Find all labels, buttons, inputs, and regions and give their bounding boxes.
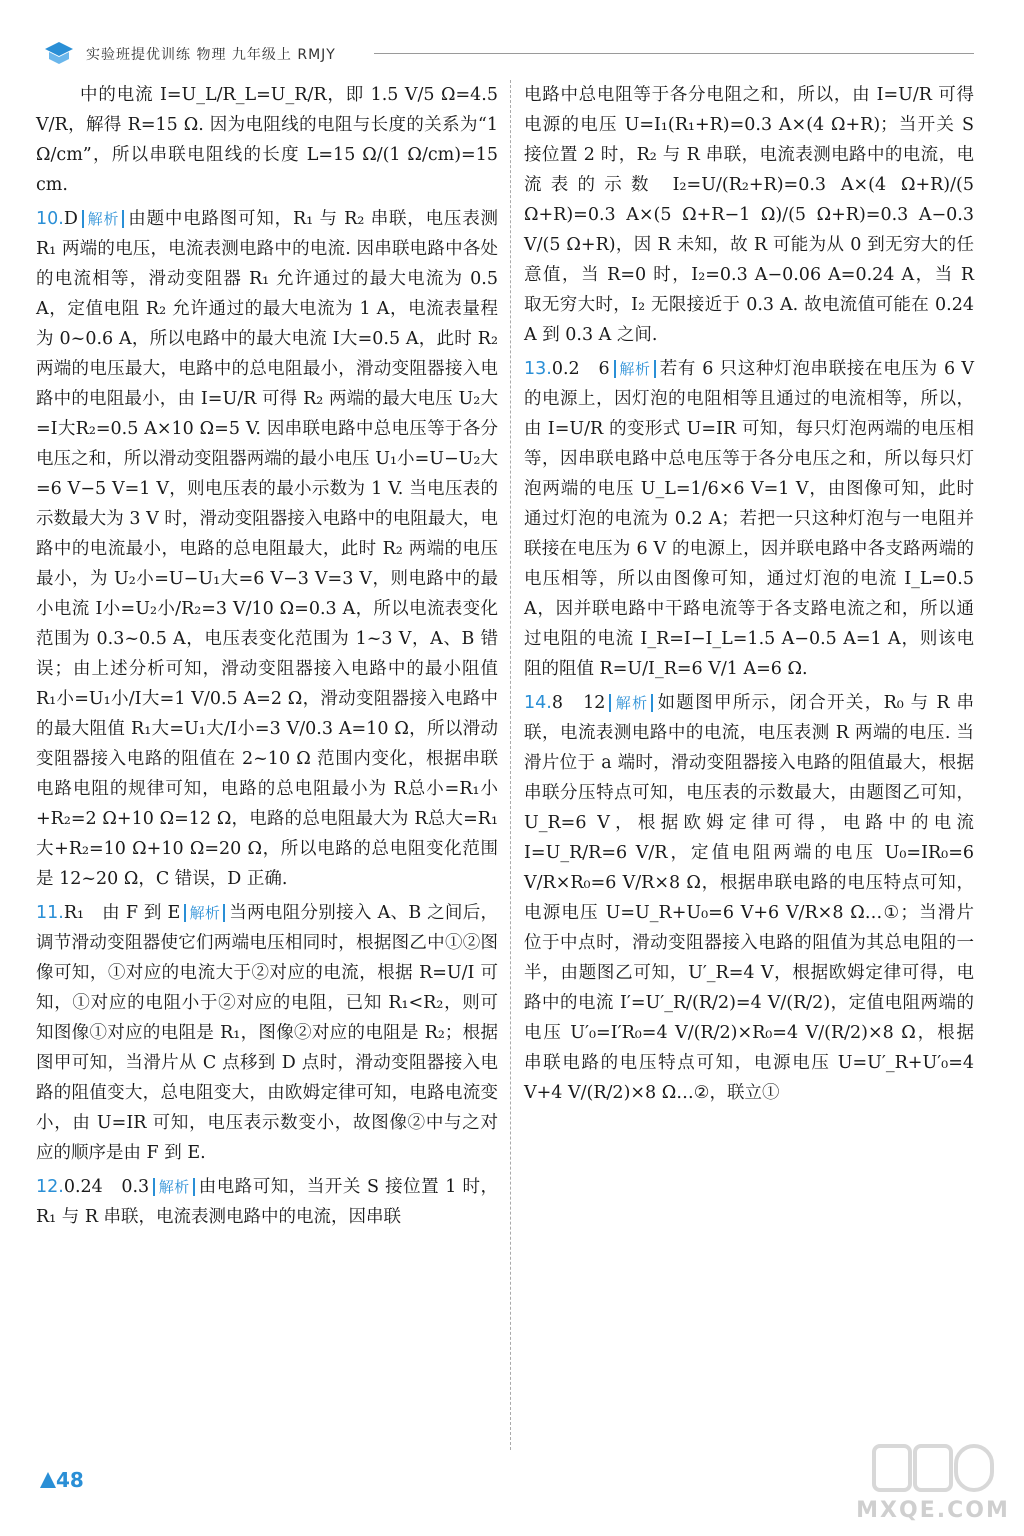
- answer-block: [524, 80, 974, 350]
- watermark-logo-icon: [870, 1440, 996, 1496]
- answer-block-13: [524, 354, 974, 684]
- question-number: 10.: [36, 209, 64, 229]
- question-number: 11.: [36, 903, 64, 923]
- right-column: [524, 80, 974, 1112]
- answer-text: 由题中电路图可知，R₁ 与 R₂ 串联，电压表测 R₁ 两端的电压，电流表测电路中的电流. 因串联电路中各处的电流相等，滑动变阻器 R₁ 允许通过的最大电流为 0.5 A，定值电阻 R₂ 允许通过的最大电流为 1 A，电流表量程为 0~0.6 A，所以电路中的最大电流 I大=0.5 A，此时 R₂ 两端的电压最大，电路中的总电阻最小，滑动变阻器接入电路中的电阻最小，由 I=U/R 可得 R₂ 两端的最大电压 U₂大=I大R₂=0.5 A×10 Ω=5 V. 因串联电路中总电压等于各分电压之和，所以滑动变阻器两端的最小电压 U₁小=U−U₂大=6 V−5 V=1 V，则电压表的最小示数为 1 V. 当电压表的示数最大为 3 V 时，滑动变阻器接入电路中的电阻最大，电路中的电流最小，电路的总电阻最大，此时 R₂ 两端的电压最小，为 U₂小=U−U₁大=6 V−3 V=3 V，则电路中的最小电流 I小=U₂小/R₂=3 V/10 Ω=0.3 A，所以电流表变化范围为 0.3~0.5 A，电压表变化范围为 1~3 V，A、B 错误；由上述分析可知，滑动变阻器接入电路中的最小阻值 R₁小=U₁小/I大=1 V/0.5 A=2 Ω，滑动变阻器接入电路中的最大阻值 R₁大=U₁大/I小=3 V/0.3 A=10 Ω，所以滑动变阻器接入电路的阻值在 2~10 Ω 范围内变化，根据串联电路电阻的规律可知，电路的总电阻最小为 R总小=R₁小+R₂=2 Ω+10 Ω=12 Ω，电路的总电阻最大为 R总大=R₁大+R₂=10 Ω+10 Ω=20 Ω，所以电路的总电阻变化范围是 12~20 Ω，C 错误，D 正确.: [36, 209, 498, 889]
- answer-block-10: [36, 204, 498, 894]
- answer-value: 0.24 0.3: [63, 1177, 150, 1197]
- answer-block-11: [36, 898, 498, 1168]
- left-column: [36, 80, 498, 1236]
- header-rule: [374, 53, 974, 54]
- page-number: [40, 1466, 100, 1496]
- answer-value: D: [63, 209, 78, 229]
- analysis-tag: 解析: [609, 694, 653, 712]
- answer-value: 8 12: [551, 693, 606, 713]
- answer-text: 由电路可知，当开关 S 接位置 1 时，R₁ 与 R 串联，电流表测电路中的电流，因串联: [36, 1177, 499, 1227]
- answer-block: [36, 80, 498, 200]
- answer-text: 电路中总电阻等于各分电阻之和，所以，由 I=U/R 可得电源的电压 U=I₁(R₁+R)=0.3 A×(4 Ω+R)；当开关 S 接位置 2 时，R₂ 与 R 串联，电流表测电路中的电流，电流表的示数 I₂=U/(R₂+R)=0.3 A×(4 Ω+R)/(5 Ω+R)=0.3 A×(5 Ω+R−1 Ω)/(5 Ω+R)=0.3 A−0.3 V/(5 Ω+R)，因 R 未知，故 R 可能为从 0 到无穷大的任意值，当 R=0 时，I₂=0.3 A−0.06 A=0.24 A，当 R 取无穷大时，I₂ 无限接近于 0.3 A. 故电流值可能在 0.24 A 到 0.3 A 之间.: [524, 85, 974, 345]
- answer-text: 当两电阻分别接入 A、B 之间后，调节滑动变阻器使它们两端电压相同时，根据图乙中①②图像可知，①对应的电流大于②对应的电流，根据 R=U/I 可知，①对应的电阻小于②对应的电阻，已知 R₁<R₂，则可知图像①对应的电阻是 R₁，图像②对应的电阻是 R₂；根据图甲可知，当滑片从 C 点移到 D 点时，滑动变阻器接入电路的阻值变大，总电阻变大，由欧姆定律可知，电路电流变小，由 U=IR 可知，电压表示数变小，故图像②中与之对应的顺序是由 F 到 E.: [36, 903, 499, 1163]
- answer-text: 如题图甲所示，闭合开关，R₀ 与 R 串联，电流表测电路中的电流，电压表测 R 两端的电压. 当滑片位于 a 端时，滑动变阻器接入电路的阻值最大，根据串联分压特点可知，电压表的示数最大，由题图乙可知，U_R=6 V，根据欧姆定律可得，电路中的电流 I=U_R/R=6 V/R，定值电阻两端的电压 U₀=IR₀=6 V/R×R₀=6 V/R×8 Ω，根据串联电路的电压特点可知，电源电压 U=U_R+U₀=6 V+6 V/R×8 Ω…①；当滑片位于中点时，滑动变阻器接入电路的阻值为其总电阻的一半，由题图乙可知，U′_R=4 V，根据欧姆定律可得，电路中的电流 I′=U′_R/(R/2)=4 V/(R/2)，定值电阻两端的电压 U′₀=I′R₀=4 V/(R/2)×R₀=4 V/(R/2)×8 Ω，根据串联电路的电压特点可知，电源电压 U=U′_R+U′₀=4 V+4 V/(R/2)×8 Ω…②，联立①: [524, 693, 974, 1103]
- answer-value: R₁ 由 F 到 E: [63, 903, 181, 923]
- header-title: 实验班提优训练 物理 九年级上 RMJY: [86, 47, 336, 63]
- question-number: 13.: [524, 359, 552, 379]
- answer-block-12: [36, 1172, 498, 1232]
- answer-block-14: [524, 688, 974, 1108]
- page-header: [44, 38, 974, 68]
- question-number: 14.: [524, 693, 552, 713]
- watermark-text: MXQE.COM: [856, 1498, 1010, 1523]
- analysis-tag: 解析: [153, 1178, 195, 1196]
- page-number-text: 48: [56, 1468, 84, 1492]
- book-logo-icon: [44, 40, 74, 66]
- analysis-tag: 解析: [82, 210, 124, 228]
- question-number: 12.: [36, 1177, 64, 1197]
- answer-value: 0.2 6: [551, 359, 610, 379]
- column-divider: [510, 80, 511, 1450]
- answer-text: 若有 6 只这种灯泡串联接在电压为 6 V 的电源上，因灯泡的电阻相等且通过的电流相等，所以，由 I=U/R 的变形式 U=IR 可知，每只灯泡两端的电压相等，因串联电路中总电压等于各分电压之和，所以每只灯泡两端的电压 U_L=1/6×6 V=1 V，由图像可知，此时通过灯泡的电流为 0.2 A；若把一只这种灯泡与一电阻并联接在电压为 6 V 的电源上，因并联电路中各支路两端的电压相等，所以由图像可知，通过灯泡的电流 I_L=0.5 A，因并联电路中干路电流等于各支路电流之和，所以通过电阻的电流 I_R=I−I_L=1.5 A−0.5 A=1 A，则该电阻的阻值 R=U/I_R=6 V/1 A=6 Ω.: [524, 359, 975, 679]
- analysis-tag: 解析: [614, 360, 656, 378]
- watermark: [848, 1440, 1018, 1528]
- answer-text: 中的电流 I=U_L/R_L=U_R/R，即 1.5 V/5 Ω=4.5 V/R，解得 R=15 Ω. 因为电阻线的电阻与长度的关系为“1 Ω/cm”，所以串联电阻线的长度 L=15 Ω/(1 Ω/cm)=15 cm.: [36, 85, 498, 195]
- arrow-up-icon: [40, 1472, 56, 1488]
- analysis-tag: 解析: [184, 904, 225, 922]
